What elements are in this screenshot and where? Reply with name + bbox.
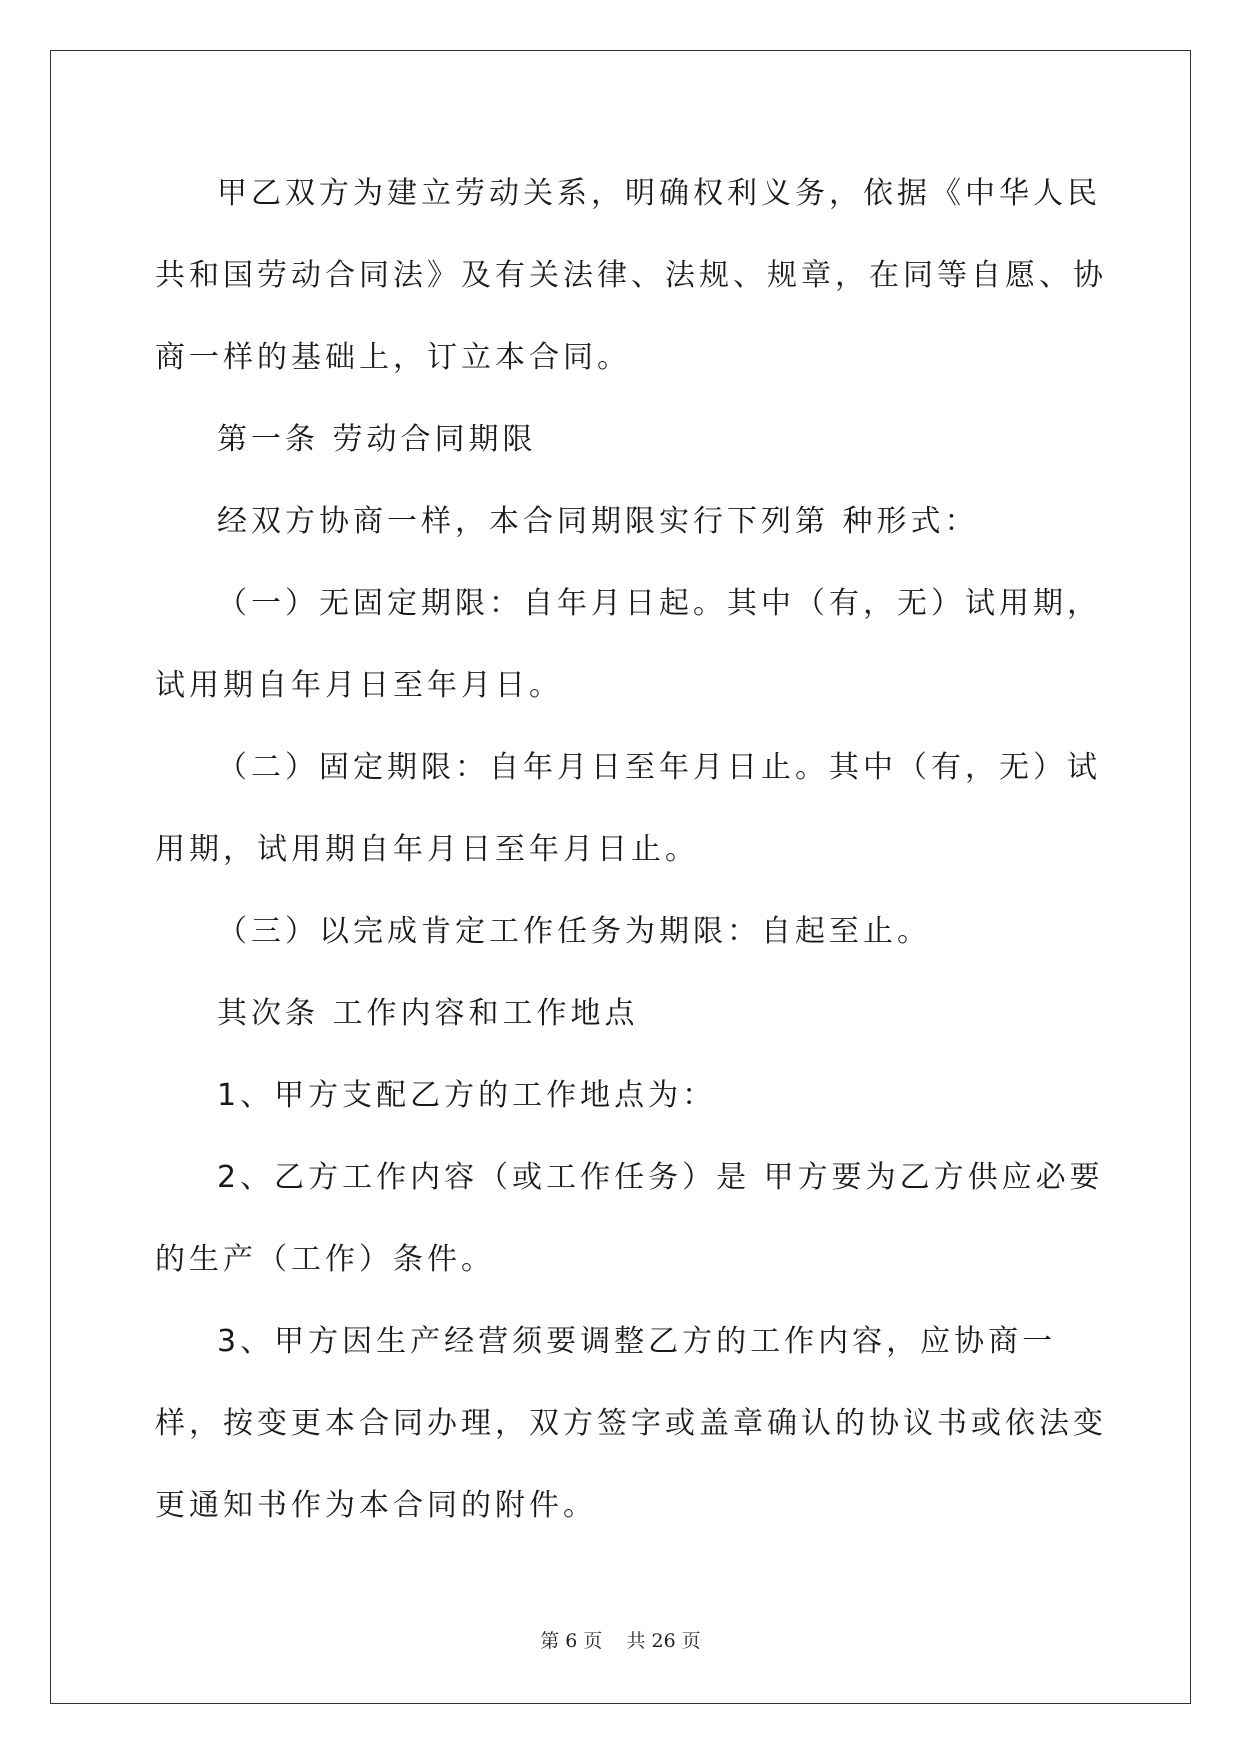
- paragraph-work-content: 2、乙方工作内容（或工作任务）是 甲方要为乙方供应必要的生产（工作）条件。: [155, 1160, 1104, 1277]
- page-number: 第 6 页: [540, 1630, 603, 1652]
- total-pages: 共 26 页: [626, 1630, 701, 1652]
- paragraph-preamble: 甲乙双方为建立劳动关系，明确权利义务，依据《中华人民共和国劳动合同法》及有关法律、法规、规章，在同等自愿、协商一样的基础上，订立本合同。: [155, 176, 1107, 375]
- article-1-heading: 第一条 劳动合同期限: [217, 422, 537, 457]
- paragraph-term-option-3: （三）以完成肯定工作任务为期限：自起至止。: [217, 914, 931, 949]
- paragraph-term-option-2: （二）固定期限：自年月日至年月日止。其中（有，无）试用期，试用期自年月日至年月日止。: [155, 750, 1101, 867]
- page-footer: [0, 1626, 1241, 1653]
- paragraph-term-form: 经双方协商一样，本合同期限实行下列第 种形式：: [217, 504, 979, 539]
- paragraph-term-option-1: （一）无固定期限：自年月日起。其中（有，无）试用期，试用期自年月日至年月日。: [155, 586, 1101, 703]
- paragraph-work-adjustment: 3、甲方因生产经营须要调整乙方的工作内容，应协商一样，按变更本合同办理，双方签字或盖章确认的协议书或依法变更通知书作为本合同的附件。: [155, 1324, 1107, 1523]
- document-body: [155, 153, 1115, 1547]
- article-2-heading: 其次条 工作内容和工作地点: [217, 996, 639, 1031]
- paragraph-work-location: 1、甲方支配乙方的工作地点为：: [217, 1078, 717, 1113]
